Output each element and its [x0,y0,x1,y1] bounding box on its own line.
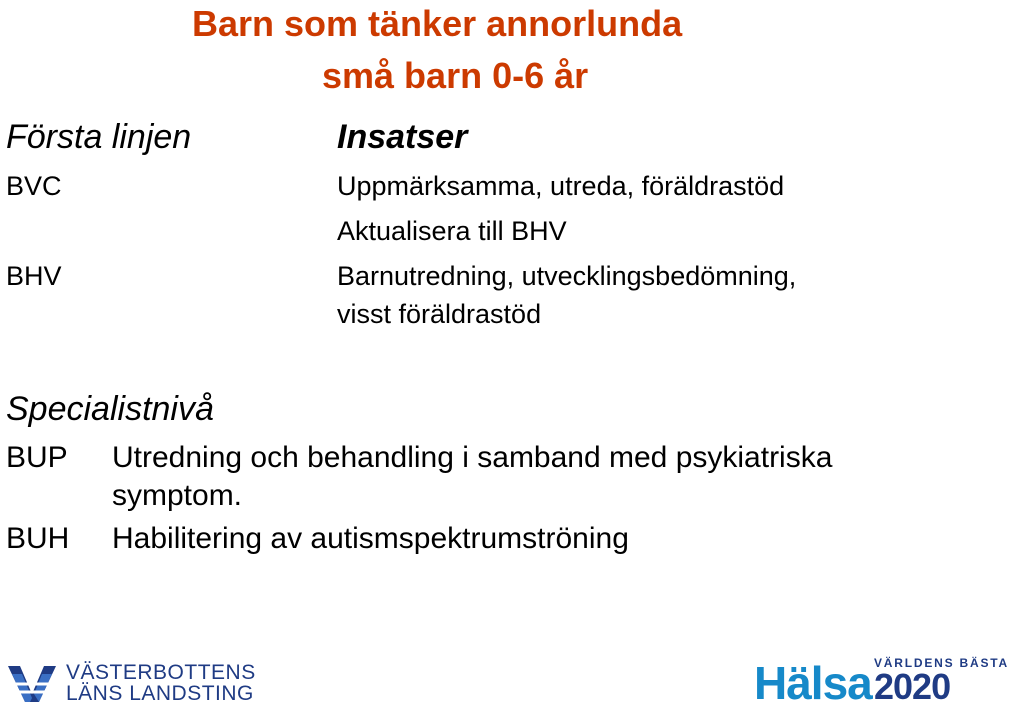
vll-logo [6,660,256,706]
bvc-line-1: Uppmärksamma, utreda, föräldrastöd [337,171,785,201]
insatser-heading: Insatser [337,118,468,156]
vll-emblem-icon [6,660,58,704]
bup-line-2: symptom. [112,479,243,512]
vll-name-line1: VÄSTERBOTTENS [66,661,256,684]
slide-title-line1: Barn som tänker annorlunda [192,3,683,44]
row-label-bup: BUP [6,441,68,474]
buh-line-1: Habilitering av autismspektrumströning [112,522,629,555]
halsa-year: 2020 [874,666,951,707]
section-heading-forsta-linjen: Första linjen [6,118,192,156]
halsa-word: Hälsa [754,657,872,709]
row-label-buh: BUH [6,522,70,555]
bvc-line-2: Aktualisera till BHV [337,216,567,246]
halsa-2020-logo [748,654,1009,709]
halsa-tagline: VÄRLDENS BÄSTA [874,656,1009,670]
row-label-bvc: BVC [6,171,62,201]
slide-title-line2: små barn 0-6 år [322,55,589,96]
row-label-bhv: BHV [6,261,62,291]
bup-line-1: Utredning och behandling i samband med psykiatriska [112,441,833,474]
bhv-line-1: Barnutredning, utvecklingsbedömning, [337,261,797,291]
vll-name-line2: LÄNS LANDSTING [66,682,254,705]
bhv-line-2: visst föräldrastöd [337,299,542,329]
section-heading-specialistniva: Specialistnivå [6,390,214,428]
